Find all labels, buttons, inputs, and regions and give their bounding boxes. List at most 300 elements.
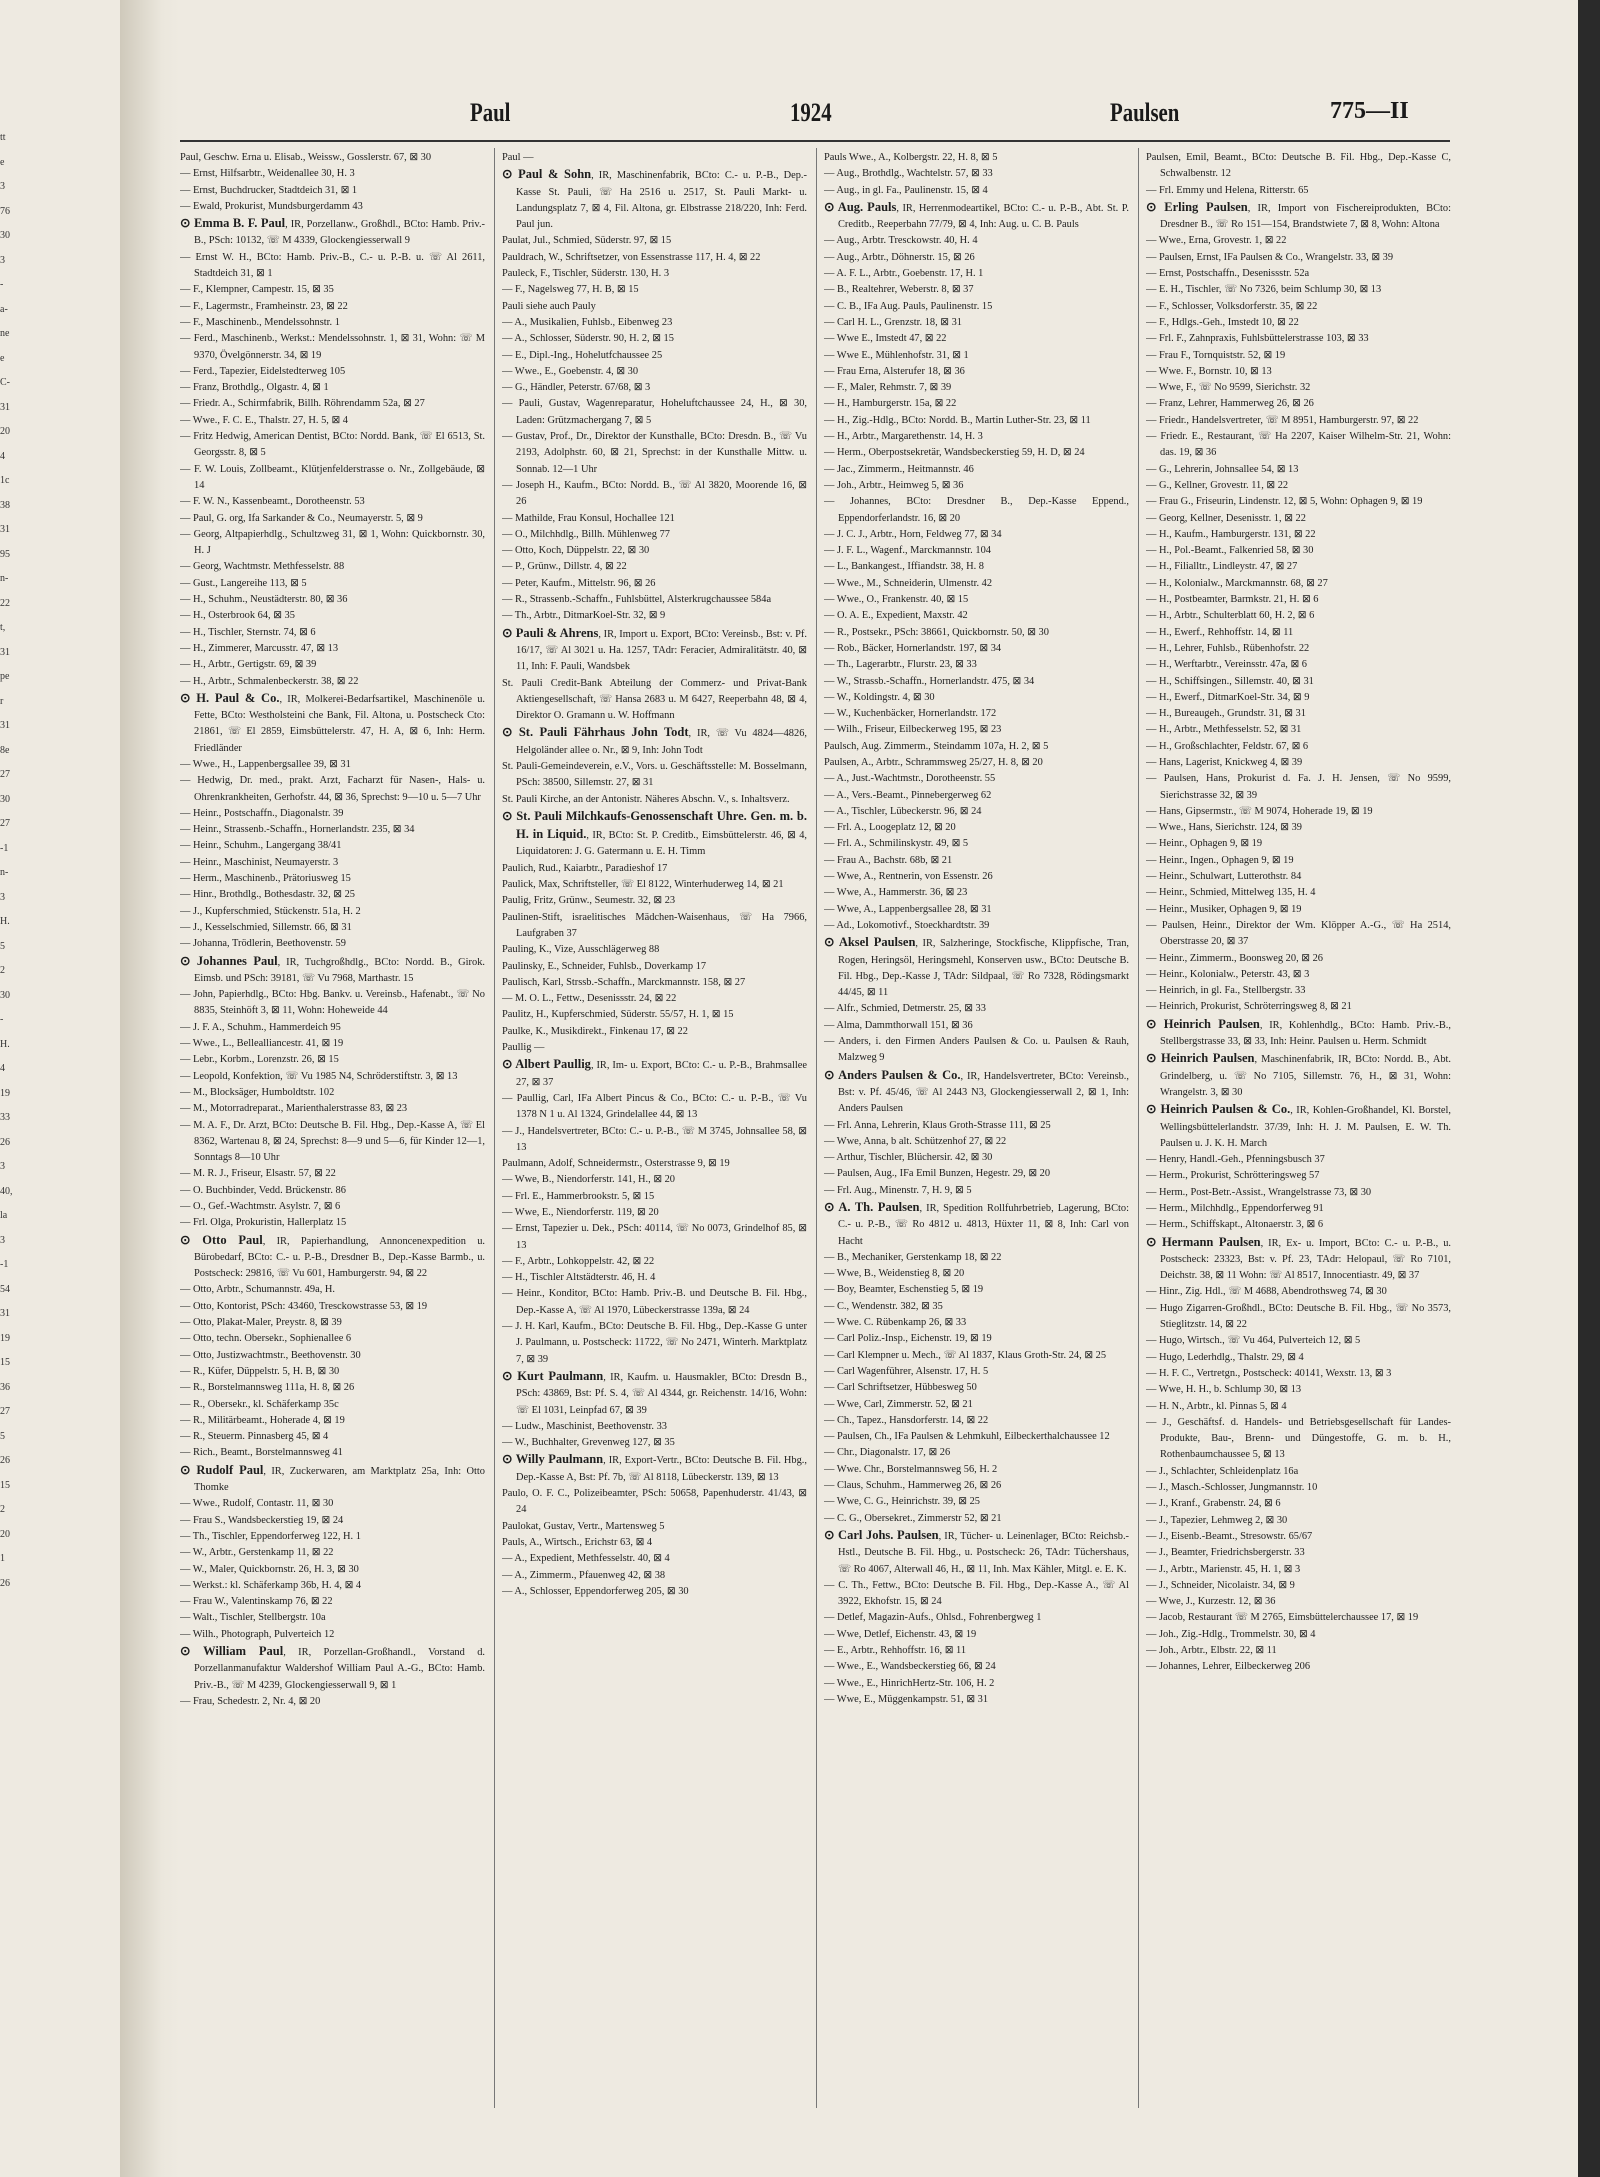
directory-entry: — C. B., IFa Aug. Pauls, Paulinenstr. 15 xyxy=(824,300,993,312)
directory-entry: — H., Tischler, Sternstr. 74, ⊠ 6 xyxy=(180,626,316,638)
directory-entry: — J., Eisenb.-Beamt., Stresowstr. 65/67 xyxy=(1146,1530,1313,1542)
directory-entry: — Wwe. Chr., Borstelmannsweg 56, H. 2 xyxy=(824,1463,998,1475)
directory-entry: — R., Strassenb.-Schaffn., Fuhlsbüttel, Alsterkrugchaussee 584a xyxy=(502,594,772,606)
directory-entry: ⊙ William Paul, IR, Porzellan-Großhandl., Vorstand d. Porzellanmanufaktur Waldershof William Paul A.-G., BCto: Hamb. Priv.-B., ☏ M 4239, Glockengiesserwall 9, ⊠ 1 xyxy=(180,1644,485,1691)
directory-entry: — Ernst W. H., BCto: Hamb. Priv.-B., C.- u. P.-B. u. ☏ Al 2611, Stadtdeich 31, ⊠ 1 xyxy=(180,251,485,280)
directory-entry: ⊙ Willy Paulmann, IR, Export-Vertr., BCto: Deutsche B. Fil. Hbg., Dep.-Kasse A, Bst: Pf. 7b, ☏ Al 8118, Lübeckerstr. 139, ⊠ 13 xyxy=(502,1452,807,1483)
directory-column-3 xyxy=(824,150,1129,2110)
directory-entry: — Frl. E., Hammerbrookstr. 5, ⊠ 15 xyxy=(502,1190,655,1202)
directory-entry: — J., Masch.-Schlosser, Jungmannstr. 10 xyxy=(1146,1482,1318,1494)
directory-entry: — Wwe. F., Bornstr. 10, ⊠ 13 xyxy=(1146,365,1272,377)
directory-entry: — Heinr., Musiker, Ophagen 9, ⊠ 19 xyxy=(1146,903,1302,915)
directory-entry: — Joseph H., Kaufm., BCto: Nordd. B., ☏ Al 3820, Moorende 16, ⊠ 26 xyxy=(502,479,807,508)
directory-entry: — Ch., Tapez., Hansdorferstr. 14, ⊠ 22 xyxy=(824,1414,989,1426)
directory-entry: — Frau, Schedestr. 2, Nr. 4, ⊠ 20 xyxy=(180,1695,321,1707)
directory-entry: — Wwe., Erna, Grovestr. 1, ⊠ 22 xyxy=(1146,235,1287,247)
directory-entry: — G., Lehrerin, Johnsallee 54, ⊠ 13 xyxy=(1146,463,1299,475)
directory-entry: — Hinr., Brothdlg., Bothesdastr. 32, ⊠ 25 xyxy=(180,889,355,901)
directory-entry: — Wilh., Photograph, Pulverteich 12 xyxy=(180,1628,335,1640)
directory-entry: — H., Lehrer, Fuhlsb., Rübenhofstr. 22 xyxy=(1146,642,1310,654)
directory-entry: ⊙ A. Th. Paulsen, IR, Spedition Rollfuhrbetrieb, Lagerung, BCto: C.- u. P.-B., ☏ Ro 4812 u. 4813, Hüxter 11, ⊠ 8, Inh: Carl von Hacht xyxy=(824,1200,1129,1247)
directory-entry: — F., Schlosser, Volksdorferstr. 35, ⊠ 22 xyxy=(1146,300,1318,312)
directory-entry: ⊙ Pauli & Ahrens, IR, Import u. Export, BCto: Vereinsb., Bst: v. Pf. 16/17, ☏ Al 3021 u. Ha. 1257, TAdr: Feracier, Admiralitätstr. 40, ⊠ 11, Inh: F. Pauli, Wandsbek xyxy=(502,625,807,673)
directory-entry: — Ad., Lokomotivf., Stoeckhardtstr. 39 xyxy=(824,919,990,931)
directory-entry: — A., Expedient, Methfesselstr. 40, ⊠ 4 xyxy=(502,1553,670,1565)
directory-entry: — H., Kolonialw., Marckmannstr. 68, ⊠ 27 xyxy=(1146,577,1328,589)
margin-fragment: 3 xyxy=(0,1161,5,1172)
directory-entry: — Wwe., E., Goebenstr. 4, ⊠ 30 xyxy=(502,365,639,377)
directory-entry: — Joh., Arbtr., Elbstr. 22, ⊠ 11 xyxy=(1146,1645,1277,1657)
directory-entry: — H., Zimmerer, Marcusstr. 47, ⊠ 13 xyxy=(180,642,339,654)
margin-fragment: 30 xyxy=(0,230,10,241)
directory-entry: — Hedwig, Dr. med., prakt. Arzt, Facharzt für Nasen-, Hals- u. Ohrenkrankheiten, Gerhofstr. 44, ⊠ 36, Sprechst: 9—10 u. 5—7 Uhr xyxy=(180,775,485,803)
directory-column-1 xyxy=(180,150,485,2110)
directory-entry: ⊙ Paul & Sohn, IR, Maschinenfabrik, BCto: C.- u. P.-B., Dep.-Kasse St. Pauli, ☏ Ha 2516 u. 2517, St. Pauli Markt- u. Landungsplatz 7, ⊠ 4, Fil. Altona, gr. Elbstrasse 218/220, Inh: Ferd. Paul jun. xyxy=(502,167,807,231)
directory-entry: — Detlef, Magazin-Aufs., Ohlsd., Fohrenbergweg 1 xyxy=(824,1612,1042,1624)
directory-entry: — H., Arbtr., Margarethenstr. 14, H. 3 xyxy=(824,431,983,443)
directory-entry: — G., Händler, Peterstr. 67/68, ⊠ 3 xyxy=(502,382,651,394)
directory-entry: — H., Ewerf., Rehhoffstr. 14, ⊠ 11 xyxy=(1146,626,1294,638)
directory-entry: Paulsen, A., Arbtr., Schrammsweg 25/27, H. 8, ⊠ 20 xyxy=(824,756,1043,768)
directory-entry: — H., Ewerf., DitmarKoel-Str. 34, ⊠ 9 xyxy=(1146,691,1310,703)
directory-entry: — M. A. F., Dr. Arzt, BCto: Deutsche B. Fil. Hbg., Dep.-Kasse A, ☏ El 8362, Wartenau 8, ⊠ 24, Sprechst: 8—9 und 5—6, für Kinder 12—1, Sonntags 8—10 Uhr xyxy=(180,1119,485,1164)
directory-entry: — H. F. C., Vertretgn., Postscheck: 40141, Wexstr. 13, ⊠ 3 xyxy=(1146,1367,1392,1379)
directory-entry: — G., Kellner, Grovestr. 11, ⊠ 22 xyxy=(1146,479,1289,491)
directory-entry: — J., Schneider, Nicolaistr. 34, ⊠ 9 xyxy=(1146,1579,1295,1591)
directory-entry: Paulke, K., Musikdirekt., Finkenau 17, ⊠ 22 xyxy=(502,1025,688,1037)
directory-entry: — Wwe, Anna, b alt. Schützenhof 27, ⊠ 22 xyxy=(824,1135,1007,1147)
directory-entry: — M., Motorradreparat., Marienthalerstrasse 83, ⊠ 23 xyxy=(180,1103,408,1115)
page-header xyxy=(180,98,1450,138)
margin-fragment: 20 xyxy=(0,426,10,437)
directory-entry: — Arthur, Tischler, Blüchersir. 42, ⊠ 30 xyxy=(824,1152,993,1164)
directory-entry: — Wwe, B., Niendorferstr. 141, H., ⊠ 20 xyxy=(502,1174,676,1186)
directory-entry: — Herm., Oberpostsekretär, Wandsbeckerstieg 59, H. D, ⊠ 24 xyxy=(824,447,1085,459)
margin-fragment: 5 xyxy=(0,1430,5,1442)
header-right-keyword: Paulsen xyxy=(1110,98,1180,127)
directory-entry: — Friedr. E., Restaurant, ☏ Ha 2207, Kaiser Wilhelm-Str. 21, Wohn: das. 19, ⊠ 36 xyxy=(1146,431,1451,459)
margin-fragment: 31 xyxy=(0,401,10,413)
directory-entry: ⊙ Hermann Paulsen, IR, Ex- u. Import, BCto: C.- u. P.-B., u. Postscheck: 23323, Bst: v. Pf. 23, TAdr: Helopaul, ☏ Ro 7101, Deichstr. 38, ⊠ 11 Wohn: ☏ Al 8517, Innocentiastr. 49, ⊠ 37 xyxy=(1146,1234,1451,1282)
margin-fragment: tt xyxy=(0,132,6,143)
directory-entry: Paulitz, H., Kupferschmied, Süderstr. 55/57, H. 1, ⊠ 15 xyxy=(502,1009,734,1021)
directory-entry: — A., Musikalien, Fuhlsb., Eibenweg 23 xyxy=(502,316,673,328)
directory-entry: — Johannes, Lehrer, Eilbeckerweg 206 xyxy=(1146,1661,1311,1673)
directory-entry: ⊙ St. Pauli Fährhaus John Todt, IR, ☏ Vu 4824—4826, Helgoländer allee o. Nr., ⊠ 9, Inh: John Todt xyxy=(502,725,807,756)
directory-entry: — Herm., Prokurist, Schrötteringsweg 57 xyxy=(1146,1170,1320,1182)
margin-fragment: 30 xyxy=(0,793,10,805)
directory-entry: — H., Werftarbtr., Vereinsstr. 47a, ⊠ 6 xyxy=(1146,659,1308,671)
directory-entry: Pauling, K., Vize, Ausschlägerweg 88 xyxy=(502,944,660,956)
directory-entry: — Werkst.: kl. Schäferkamp 36b, H. 4, ⊠ 4 xyxy=(180,1579,362,1591)
margin-fragment: n- xyxy=(0,867,9,878)
directory-entry: — Wwe, A., Rentnerin, von Essenstr. 26 xyxy=(824,871,993,883)
directory-entry: — Heinr., Schmied, Mittelweg 135, H. 4 xyxy=(1146,887,1316,899)
directory-entry: — Peter, Kaufm., Mittelstr. 96, ⊠ 26 xyxy=(502,577,656,589)
directory-entry: — Ernst, Tapezier u. Dek., PSch: 40114, ☏ No 0073, Grindelhof 85, ⊠ 13 xyxy=(502,1223,807,1251)
margin-fragment: e xyxy=(0,156,5,168)
directory-entry: ⊙ Carl Johs. Paulsen, IR, Tücher- u. Leinenlager, BCto: Reichsb.-Hstl., Deutsche B. Fil. Hbg., u. Postscheck: 26, TAdr: Tüchershaus, ☏ Ro 4067, Alterwall 46, H., ⊠ 11, Inh. Max Kähler, Mitgl. e. E. K. xyxy=(824,1527,1129,1575)
directory-entry: — Mathilde, Frau Konsul, Hochallee 121 xyxy=(502,512,675,524)
directory-columns xyxy=(180,150,1450,2110)
directory-entry: Paulmann, Adolf, Schneidermstr., Osterstrasse 9, ⊠ 19 xyxy=(502,1158,730,1170)
margin-fragment: 1c xyxy=(0,475,10,486)
directory-entry: — Ernst, Buchdrucker, Stadtdeich 31, ⊠ 1 xyxy=(180,184,358,196)
directory-entry: ⊙ Heinrich Paulsen & Co., IR, Kohlen-Großhandel, Kl. Borstel, Wellingsbüttelerlandstr. 37/39, Inh: H. J. M. Paulsen, E. W. Th. Paulsen u. J. K. H. March xyxy=(1146,1102,1451,1149)
margin-fragment: 38 xyxy=(0,499,10,511)
directory-entry: — Paulsen, Hans, Prokurist d. Fa. J. H. Jensen, ☏ No 9599, Sierichstrasse 32, ⊠ 39 xyxy=(1146,773,1451,801)
directory-entry: — Ferd., Tapezier, Eidelstedterweg 105 xyxy=(180,365,346,377)
directory-entry: — Herm., Post-Betr.-Assist., Wrangelstrasse 73, ⊠ 30 xyxy=(1146,1186,1372,1198)
margin-fragment: 15 xyxy=(0,1479,10,1491)
directory-entry: — Frl. Emmy und Helena, Ritterstr. 65 xyxy=(1146,184,1309,196)
directory-entry: St. Pauli-Gemeindeverein, e.V., Vors. u. Geschäftsstelle: M. Bosselmann, PSch: 38500, Sillemstr. 27, ⊠ 31 xyxy=(502,760,807,789)
header-left-keyword: Paul xyxy=(470,98,511,127)
directory-entry: — Johanna, Trödlerin, Beethovenstr. 59 xyxy=(180,938,346,950)
margin-fragment: e xyxy=(0,352,5,364)
directory-entry: — Wwe., E., HinrichHertz-Str. 106, H. 2 xyxy=(824,1677,995,1689)
directory-entry: — Wwe., H., Lappenbergsallee 39, ⊠ 31 xyxy=(180,758,351,770)
directory-entry: — Paulsen, Aug., IFa Emil Bunzen, Hegestr. 29, ⊠ 20 xyxy=(824,1168,1051,1180)
directory-entry: — Carl Poliz.-Insp., Eichenstr. 19, ⊠ 19 xyxy=(824,1333,992,1345)
directory-column-2 xyxy=(502,150,807,2110)
directory-entry: — O., Gef.-Wachtmstr. Asylstr. 7, ⊠ 6 xyxy=(180,1201,341,1212)
directory-entry: — Aug., Arbtr., Döhnerstr. 15, ⊠ 26 xyxy=(824,251,975,263)
directory-entry: — Walt., Tischler, Stellbergstr. 10a xyxy=(180,1612,326,1624)
directory-entry: — Frau S., Wandsbeckerstieg 19, ⊠ 24 xyxy=(180,1514,344,1526)
directory-entry: — Paul, G. org, Ifa Sarkander & Co., Neumayerstr. 5, ⊠ 9 xyxy=(180,512,423,524)
directory-entry: — Alfr., Schmied, Detmerstr. 25, ⊠ 33 xyxy=(824,1003,986,1015)
margin-fragment: 31 xyxy=(0,720,10,731)
directory-entry: — O. A. E., Expedient, Maxstr. 42 xyxy=(824,610,968,622)
directory-entry: — Frl. Olga, Prokuristin, Hallerplatz 15 xyxy=(180,1217,347,1229)
directory-entry: — Ferd., Maschinenb., Werkst.: Mendelssohnstr. 1, ⊠ 31, Wohn: ☏ M 9370, Övelgönnerstr. 34, ⊠ 19 xyxy=(180,333,485,361)
directory-entry: — Pauli, Gustav, Wagenreparatur, Hoheluftchaussee 24, H., ⊠ 30, Laden: Grützmachergang 7, ⊠ 5 xyxy=(502,398,807,426)
directory-entry: — Wwe, E., Niendorferstr. 119, ⊠ 20 xyxy=(502,1207,659,1218)
directory-entry: — Carl Schriftsetzer, Hübbesweg 50 xyxy=(824,1382,977,1394)
directory-entry: ⊙ Kurt Paulmann, IR, Kaufm. u. Hausmakler, BCto: Dresdn B., PSch: 43869, Bst: Pf. S. 4, ☏ Al 4344, gr. Reichenstr. 14/16, Wohn: ☏ El 1031, Leinpfad 67, ⊠ 39 xyxy=(502,1368,807,1416)
directory-entry: — Carl H. L., Grenzstr. 18, ⊠ 31 xyxy=(824,316,962,328)
margin-fragment: 76 xyxy=(0,205,10,217)
directory-entry: — F. W. Louis, Zollbeamt., Klütjenfelderstrasse o. Nr., Zollgebäude, ⊠ 14 xyxy=(180,463,485,491)
margin-fragment: 3 xyxy=(0,891,5,903)
directory-entry: — Ernst, Postschaffn., Desenissstr. 52a xyxy=(1146,268,1310,280)
margin-fragment: 40, xyxy=(0,1185,13,1197)
directory-entry: — Franz, Lehrer, Hammerweg 26, ⊠ 26 xyxy=(1146,398,1314,410)
directory-entry: — L., Bankangest., Iffiandstr. 38, H. 8 xyxy=(824,561,984,573)
directory-entry: — Frau Erna, Alsterufer 18, ⊠ 36 xyxy=(824,365,965,377)
directory-entry: — Wwe, Detlef, Eichenstr. 43, ⊠ 19 xyxy=(824,1628,977,1640)
margin-fragment: 27 xyxy=(0,769,10,780)
margin-fragment: - xyxy=(0,279,4,290)
directory-entry: — J., Handelsvertreter, BCto: C.- u. P.-B., ☏ M 3745, Johnsallee 58, ⊠ 13 xyxy=(502,1125,807,1153)
directory-entry: — H., Arbtr., Methfesselstr. 52, ⊠ 31 xyxy=(1146,724,1302,736)
directory-entry: — F., Maler, Rehmstr. 7, ⊠ 39 xyxy=(824,382,952,394)
margin-fragment: - xyxy=(0,1014,4,1025)
directory-entry: — R., Obersekr., kl. Schäferkamp 35c xyxy=(180,1398,339,1410)
directory-entry: — M. R. J., Friseur, Elsastr. 57, ⊠ 22 xyxy=(180,1168,336,1180)
margin-fragment: 3 xyxy=(0,1234,5,1246)
directory-entry: — Herm., Milchhdlg., Eppendorferweg 91 xyxy=(1146,1203,1324,1214)
directory-entry: — H., Arbtr., Schmalenbeckerstr. 38, ⊠ 22 xyxy=(180,675,359,687)
directory-entry: — Chr., Diagonalstr. 17, ⊠ 26 xyxy=(824,1447,951,1459)
directory-entry: — H., Arbtr., Schulterblatt 60, H. 2, ⊠ 6 xyxy=(1146,610,1315,622)
directory-entry: ⊙ Aksel Paulsen, IR, Salzheringe, Stockfische, Klippfische, Tran, Rogen, Heringsöl, Heringsmehl, Konserven usw., BCto: Deutsche B. Fil. Hbg., Dep.-Kasse J, TAdr: Sildpaal, ☏ Ro 7328, Rödingsmarkt 44/45, ⊠ 11 xyxy=(824,935,1129,999)
margin-fragment: r xyxy=(0,695,4,707)
directory-entry: — Frl. A., Schmilinskystr. 49, ⊠ 5 xyxy=(824,838,969,850)
header-rule xyxy=(180,140,1450,142)
directory-entry: — F. W. N., Kassenbeamt., Dorotheenstr. 53 xyxy=(180,496,365,508)
directory-column-4 xyxy=(1146,150,1451,2110)
directory-entry: — H., Schuhm., Neustädterstr. 80, ⊠ 36 xyxy=(180,594,348,606)
margin-fragment: 30 xyxy=(0,989,10,1001)
directory-entry: — Wwe, F., ☏ No 9599, Sierichstr. 32 xyxy=(1146,382,1311,394)
directory-entry: — Aug., Brothdlg., Wachtelstr. 57, ⊠ 33 xyxy=(824,168,993,180)
directory-entry: Paulo, O. F. C., Polizeibeamter, PSch: 50658, Papenhuderstr. 41/43, ⊠ 24 xyxy=(502,1488,807,1516)
directory-entry: — J. H. Karl, Kaufm., BCto: Deutsche B. Fil. Hbg., Dep.-Kasse G unter J. Paulmann, u. Postscheck: 11722, ☏ No 2471, Winterh. Marktplatz 7, ⊠ 39 xyxy=(502,1321,807,1365)
directory-entry: — Paulsen, Heinr., Direktor der Wm. Klöpper A.-G., ☏ Ha 2514, Oberstrasse 20, ⊠ 37 xyxy=(1146,919,1451,948)
header-year: 1924 xyxy=(790,98,832,127)
margin-fragment: ne xyxy=(0,328,10,339)
directory-entry: — Paulsen, Ernst, IFa Paulsen & Co., Wrangelstr. 33, ⊠ 39 xyxy=(1146,251,1394,263)
directory-entry: — H., Filialltr., Lindleystr. 47, ⊠ 27 xyxy=(1146,561,1298,573)
directory-entry: — Heinr., Zimmerm., Boonsweg 20, ⊠ 26 xyxy=(1146,952,1323,964)
directory-entry: — J., Geschäftsf. d. Handels- und Betriebsgesellschaft für Landes-Produkte, Bau-, Brenn- und Düngestoffe, G. m. b. H., Rothenbaumchaussee 5, ⊠ 13 xyxy=(1146,1416,1451,1461)
directory-entry: — Wwe., M., Schneiderin, Ulmenstr. 42 xyxy=(824,577,993,589)
margin-fragment: 26 xyxy=(0,1577,10,1589)
directory-entry: — Hugo, Lederhdlg., Thalstr. 29, ⊠ 4 xyxy=(1146,1351,1304,1363)
directory-entry: — C. Th., Fettw., BCto: Deutsche B. Fil. Hbg., Dep.-Kasse A., ☏ Al 3922, Ekhofstr. 15, ⊠ 24 xyxy=(824,1579,1129,1608)
directory-entry: Paulick, Max, Schriftsteller, ☏ El 8122, Winterhuderweg 14, ⊠ 21 xyxy=(502,879,784,891)
directory-entry: Paulinsky, E., Schneider, Fuhlsb., Doverkamp 17 xyxy=(502,960,707,972)
directory-entry: — Franz, Brothdlg., Olgastr. 4, ⊠ 1 xyxy=(180,382,329,394)
directory-entry: — Ludw., Maschinist, Beethovenstr. 33 xyxy=(502,1420,667,1432)
directory-entry: — Th., Lagerarbtr., Flurstr. 23, ⊠ 33 xyxy=(824,659,977,671)
directory-entry: — John, Papierhdlg., BCto: Hbg. Bankv. u. Vereinsb., Hafenabt., ☏ No 8835, Steinhöft 3, ⊠ 11, Wohn: Hoheweide 44 xyxy=(180,989,485,1017)
directory-entry: — Jac., Zimmerm., Heitmannstr. 46 xyxy=(824,463,974,475)
directory-entry: — Wwe., O., Frankenstr. 40, ⊠ 15 xyxy=(824,594,969,606)
directory-entry: — Otto, Justizwachtmstr., Beethovenstr. 30 xyxy=(180,1349,361,1361)
directory-entry: — Th., Tischler, Eppendorferweg 122, H. 1 xyxy=(180,1530,361,1542)
directory-entry: — Jacob, Restaurant ☏ M 2765, Eimsbüttelerchaussee 17, ⊠ 19 xyxy=(1146,1612,1419,1624)
directory-entry: — Herm., Maschinenb., Prätoriusweg 15 xyxy=(180,873,351,885)
directory-entry: — Wwe., F. C. E., Thalstr. 27, H. 5, ⊠ 4 xyxy=(180,414,348,426)
directory-entry: — J., Kesselschmied, Sillemstr. 66, ⊠ 31 xyxy=(180,921,352,933)
directory-entry: ⊙ Rudolf Paul, IR, Zuckerwaren, am Marktplatz 25a, Inh: Otto Thomke xyxy=(180,1462,485,1494)
directory-entry: — Wilh., Friseur, Eilbeckerweg 195, ⊠ 23 xyxy=(824,724,1002,736)
directory-entry: — M. O. L., Fettw., Desenissstr. 24, ⊠ 22 xyxy=(502,993,677,1005)
directory-entry: — Boy, Beamter, Eschenstieg 5, ⊠ 19 xyxy=(824,1284,984,1296)
directory-entry: — Wwe, H. H., b. Schlump 30, ⊠ 13 xyxy=(1146,1384,1302,1396)
directory-entry: — H., Hamburgerstr. 15a, ⊠ 22 xyxy=(824,398,957,410)
directory-entry: — Wwe., Hans, Sierichstr. 124, ⊠ 39 xyxy=(1146,822,1302,834)
margin-fragment: 15 xyxy=(0,1357,10,1368)
directory-entry: — Wwe E., Imstedt 47, ⊠ 22 xyxy=(824,333,947,345)
directory-entry: — J., Tapezier, Lehmweg 2, ⊠ 30 xyxy=(1146,1514,1288,1526)
margin-fragment: t, xyxy=(0,622,6,633)
directory-entry: — Rob., Bäcker, Hornerlandstr. 197, ⊠ 34 xyxy=(824,642,1002,654)
directory-entry: — H., Zig.-Hdlg., BCto: Nordd. B., Martin Luther-Str. 23, ⊠ 11 xyxy=(824,414,1091,426)
directory-entry: — W., Arbtr., Gerstenkamp 11, ⊠ 22 xyxy=(180,1547,334,1559)
directory-entry: — Wwe., L., Bellealliancestr. 41, ⊠ 19 xyxy=(180,1038,344,1050)
directory-entry: — Friedr., Handelsvertreter, ☏ M 8951, Hamburgerstr. 97, ⊠ 22 xyxy=(1146,414,1419,426)
directory-entry: — J. F. A., Schuhm., Hammerdeich 95 xyxy=(180,1021,341,1033)
directory-entry: — Joh., Arbtr., Heimweg 5, ⊠ 36 xyxy=(824,479,964,491)
directory-entry: — Heinr., Konditor, BCto: Hamb. Priv.-B. und Deutsche B. Fil. Hbg., Dep.-Kasse A, ☏ Al 1970, Lübeckerstrasse 139a, ⊠ 24 xyxy=(502,1288,807,1316)
directory-entry: — Hans, Gipsermstr., ☏ M 9074, Hoherade 19, ⊠ 19 xyxy=(1146,805,1373,817)
directory-entry: — Aug., in gl. Fa., Paulinenstr. 15, ⊠ 4 xyxy=(824,184,988,196)
directory-entry: — E., Dipl.-Ing., Hohelutfchaussee 25 xyxy=(502,349,663,361)
directory-entry: — W., Strassb.-Schaffn., Hornerlandstr. 475, ⊠ 34 xyxy=(824,675,1035,687)
directory-entry: — Fritz Hedwig, American Dentist, BCto: Nordd. Bank, ☏ El 6513, St. Georgsstr. 8, ⊠ 5 xyxy=(180,431,485,459)
directory-entry: — Frau A., Bachstr. 68b, ⊠ 21 xyxy=(824,854,953,866)
margin-fragment: C- xyxy=(0,377,10,388)
directory-entry: — H., Arbtr., Gertigstr. 69, ⊠ 39 xyxy=(180,659,317,671)
directory-entry: — J., Kranf., Grabenstr. 24, ⊠ 6 xyxy=(1146,1498,1281,1510)
directory-entry: — Wwe, A., Hammerstr. 36, ⊠ 23 xyxy=(824,887,968,899)
directory-entry: — H. N., Arbtr., kl. Pinnas 5, ⊠ 4 xyxy=(1146,1400,1287,1412)
directory-entry: Paul — xyxy=(502,152,534,163)
directory-entry: ⊙ Aug. Pauls, IR, Herrenmodeartikel, BCto: C.- u. P.-B., Abt. St. P. Creditb., Reeperbahn 77/79, ⊠ 4, Inh: Aug. u. C. B. Pauls xyxy=(824,199,1129,231)
directory-entry: — Gustav, Prof., Dr., Direktor der Kunsthalle, BCto: Dresdn. B., ☏ Vu 2193, Adolphstr. 60, ⊠ 21, Sprechst: in der Kunsthalle Mittw. u. Sonnab. 12—1 Uhr xyxy=(502,431,807,475)
directory-entry: Pauls Wwe., A., Kolbergstr. 22, H. 8, ⊠ 5 xyxy=(824,152,998,163)
directory-entry: ⊙ Heinrich Paulsen, Maschinenfabrik, IR, BCto: Nordd. B., Abt. Grindelberg, u. ☏ No 7105, Sillemstr. 76, H., ⊠ 31, Wohn: Wrangelstr. 3, ⊠ 30 xyxy=(1146,1051,1451,1098)
directory-entry: — A., Schlosser, Süderstr. 90, H. 2, ⊠ 15 xyxy=(502,333,674,345)
directory-entry: — Carl Wagenführer, Alsenstr. 17, H. 5 xyxy=(824,1365,989,1377)
previous-page-margin xyxy=(0,130,24,2177)
directory-entry: — J., Beamter, Friedrichsbergerstr. 33 xyxy=(1146,1547,1305,1559)
margin-fragment: 31 xyxy=(0,524,10,535)
margin-fragment: 95 xyxy=(0,548,10,560)
margin-fragment: n- xyxy=(0,573,9,584)
directory-entry: — R., Borstelmannsweg 111a, H. 8, ⊠ 26 xyxy=(180,1382,355,1394)
directory-entry: — H., Schiffsingen., Sillemstr. 40, ⊠ 31 xyxy=(1146,675,1314,687)
directory-entry: — A. F. L., Arbtr., Goebenstr. 17, H. 1 xyxy=(824,268,984,280)
directory-entry: ⊙ Albert Paullig, IR, Im- u. Export, BCto: C.- u. P.-B., Brahmsallee 27, ⊠ 37 xyxy=(502,1057,807,1088)
directory-entry: — F., Arbtr., Lohkoppelstr. 42, ⊠ 22 xyxy=(502,1255,655,1267)
directory-entry: — Heinr., Ophagen 9, ⊠ 19 xyxy=(1146,838,1263,850)
directory-entry: — Heinr., Postschaffn., Diagonalstr. 39 xyxy=(180,807,344,819)
directory-entry: — Rich., Beamt., Borstelmannsweg 41 xyxy=(180,1447,343,1459)
directory-entry: — R., Küfer, Düppelstr. 5, H. B, ⊠ 30 xyxy=(180,1365,340,1377)
directory-entry: — H., Großschlachter, Feldstr. 67, ⊠ 6 xyxy=(1146,740,1309,752)
directory-entry: — O. Buchbinder, Vedd. Brückenstr. 86 xyxy=(180,1184,346,1196)
directory-entry: — F., Klempner, Campestr. 15, ⊠ 35 xyxy=(180,284,334,296)
directory-entry: — Frau F., Tornquiststr. 52, ⊠ 19 xyxy=(1146,349,1286,361)
directory-entry: — Leopold, Konfektion, ☏ Vu 1985 N4, Schröderstiftstr. 3, ⊠ 13 xyxy=(180,1070,458,1082)
directory-entry: ⊙ Heinrich Paulsen, IR, Kohlenhdlg., BCto: Hamb. Priv.-B., Stellbergstrasse 33, ⊠ 33, Inh: Heinr. Paulsen u. Herm. Schmidt xyxy=(1146,1016,1451,1048)
directory-entry: — W., Maler, Quickbornstr. 26, H. 3, ⊠ 30 xyxy=(180,1563,359,1575)
directory-entry: — Aug., Arbtr. Tresckowstr. 40, H. 4 xyxy=(824,235,978,247)
margin-fragment: 3 xyxy=(0,181,5,192)
directory-entry: — Wwe, Carl, Zimmerstr. 52, ⊠ 21 xyxy=(824,1398,973,1410)
directory-entry: Paulsen, Emil, Beamt., BCto: Deutsche B. Fil. Hbg., Dep.-Kasse C, Schwalbenstr. 12 xyxy=(1146,152,1451,180)
header-page-number: 775—II xyxy=(1330,98,1409,124)
directory-entry: — Ernst, Hilfsarbtr., Weidenallee 30, H. 3 xyxy=(180,168,355,180)
margin-fragment: la xyxy=(0,1210,8,1221)
margin-fragment: 1 xyxy=(0,1553,5,1564)
directory-entry: — Frl. Aug., Minenstr. 7, H. 9, ⊠ 5 xyxy=(824,1184,972,1196)
directory-entry: Paulinen-Stift, israelitisches Mädchen-Waisenhaus, ☏ Ha 7966, Laufgraben 37 xyxy=(502,911,807,939)
directory-entry: — H., Kaufm., Hamburgerstr. 131, ⊠ 22 xyxy=(1146,528,1316,540)
directory-entry: — F., Lagermstr., Framheinstr. 23, ⊠ 22 xyxy=(180,300,348,312)
margin-fragment: 5 xyxy=(0,940,5,952)
directory-entry: — Paullig, Carl, IFa Albert Pincus & Co., BCto: C.- u. P.-B., ☏ Vu 1378 N 1 u. Al 1324, Grindelallee 44, ⊠ 13 xyxy=(502,1092,807,1121)
directory-entry: — J. F. L., Wagenf., Marckmannstr. 104 xyxy=(824,545,991,557)
directory-entry: — B., Realtehrer, Weberstr. 8, ⊠ 37 xyxy=(824,284,974,296)
directory-entry: — B., Mechaniker, Gerstenkamp 18, ⊠ 22 xyxy=(824,1251,1002,1263)
directory-entry: — Wwe, J., Kurzestr. 12, ⊠ 36 xyxy=(1146,1596,1276,1608)
margin-fragment: 2 xyxy=(0,1504,5,1515)
directory-entry: — H., Bureaugeh., Grundstr. 31, ⊠ 31 xyxy=(1146,708,1306,720)
directory-entry: St. Pauli Credit-Bank Abteilung der Commerz- und Privat-Bank Aktiengesellschaft, ☏ Hansa 2683 u. M 6427, Reeperbahn 48, ⊠ 4, Direktor O. Gramann u. W. Hoffmann xyxy=(502,677,807,722)
directory-entry: — W., Koldingstr. 4, ⊠ 30 xyxy=(824,691,935,703)
directory-entry: — Wwe. C. Rübenkamp 26, ⊠ 33 xyxy=(824,1317,967,1329)
margin-fragment: 22 xyxy=(0,597,10,609)
directory-entry: — Joh., Zig.-Hdlg., Trommelstr. 30, ⊠ 4 xyxy=(1146,1628,1316,1640)
directory-entry: — Lebr., Korbm., Lorenzstr. 26, ⊠ 15 xyxy=(180,1054,339,1066)
directory-entry: Paulat, Jul., Schmied, Süderstr. 97, ⊠ 15 xyxy=(502,235,672,247)
directory-entry: — Friedr. A., Schirmfabrik, Billh. Röhrendamm 52a, ⊠ 27 xyxy=(180,398,425,410)
directory-entry: — Heinr., Schuhm., Langergang 38/41 xyxy=(180,840,342,852)
directory-entry: St. Pauli Kirche, an der Antonistr. Näheres Abschn. V., s. Inhaltsverz. xyxy=(502,793,790,805)
margin-fragment: 3 xyxy=(0,254,5,266)
margin-fragment: pe xyxy=(0,671,10,682)
directory-entry: — Wwe., E., Wandsbeckerstieg 66, ⊠ 24 xyxy=(824,1661,996,1673)
directory-entry: — Otto, Plakat-Maler, Preystr. 8, ⊠ 39 xyxy=(180,1317,342,1329)
directory-entry: — A., Zimmerm., Pfauenweg 42, ⊠ 38 xyxy=(502,1569,666,1581)
directory-entry: ⊙ Emma B. F. Paul, IR, Porzellanw., Großhdl., BCto: Hamb. Priv.-B., PSch: 10132, ☏ M 4339, Glockengiesserwall 9 xyxy=(180,216,485,247)
directory-entry: — Gust., Langereihe 113, ⊠ 5 xyxy=(180,577,307,589)
directory-entry: ⊙ H. Paul & Co., IR, Molkerei-Bedarfsartikel, Maschinenöle u. Fette, BCto: Westholsteini che Bank, Fil. Altona, u. Postscheck Cto: 21861, ☏ El 2859, Eimsbüttelerstr. 47, H. A, ⊠ 6, Inh: Herm. Friedländer xyxy=(180,690,485,754)
margin-fragment: H. xyxy=(0,916,10,927)
directory-entry: — R., Postsekr., PSch: 38661, Quickbornstr. 50, ⊠ 30 xyxy=(824,626,1049,638)
directory-entry: — Otto, techn. Obersekr., Sophienallee 6 xyxy=(180,1333,352,1345)
directory-entry: — Heinr., Maschinist, Neumayerstr. 3 xyxy=(180,856,339,868)
directory-entry: — Otto, Arbtr., Schumannstr. 49a, H. xyxy=(180,1284,335,1296)
directory-entry: Paullig — xyxy=(502,1042,545,1054)
margin-fragment: 4 xyxy=(0,450,5,462)
directory-entry: Pauleck, F., Tischler, Süderstr. 130, H. 3 xyxy=(502,268,670,280)
directory-entry: — Otto, Kontorist, PSch: 43460, Tresckowstrasse 53, ⊠ 19 xyxy=(180,1300,428,1312)
directory-entry: Paulig, Fritz, Grünw., Seumestr. 32, ⊠ 23 xyxy=(502,895,676,907)
directory-entry: — M., Blocksäger, Humboldtstr. 102 xyxy=(180,1086,335,1098)
margin-fragment: 27 xyxy=(0,818,10,829)
directory-entry: — Frl. F., Zahnpraxis, Fuhlsbüttelerstrasse 103, ⊠ 33 xyxy=(1146,333,1369,345)
directory-entry: — H., Pol.-Beamt., Falkenried 58, ⊠ 30 xyxy=(1146,545,1314,557)
directory-entry: — Frau W., Valentinskamp 76, ⊠ 22 xyxy=(180,1596,333,1608)
page-edge xyxy=(1578,0,1600,2177)
directory-entry: — F., Nagelsweg 77, H. B, ⊠ 15 xyxy=(502,284,639,296)
directory-entry: — H., Postbeamter, Barmkstr. 21, H. ⊠ 6 xyxy=(1146,594,1319,606)
directory-entry: — Georg, Kellner, Desenisstr. 1, ⊠ 22 xyxy=(1146,512,1306,524)
directory-entry: — Wwe, C. G., Heinrichstr. 39, ⊠ 25 xyxy=(824,1496,980,1508)
directory-entry: — Hugo Zigarren-Großhdl., BCto: Deutsche B. Fil. Hbg., ☏ No 3573, Stieglitzstr. 14, ⊠ 22 xyxy=(1146,1302,1451,1331)
directory-entry: — Henry, Handl.-Geh., Pfenningsbusch 37 xyxy=(1146,1154,1325,1166)
directory-entry: — Heinr., Ingen., Ophagen 9, ⊠ 19 xyxy=(1146,854,1294,866)
directory-entry: — Georg, Wachtmstr. Methfesselstr. 88 xyxy=(180,561,345,573)
directory-entry: — Th., Arbtr., DitmarKoel-Str. 32, ⊠ 9 xyxy=(502,610,666,622)
directory-entry: — Heinr., Strassenb.-Schaffn., Hornerlandstr. 235, ⊠ 34 xyxy=(180,824,415,836)
margin-fragment: 31 xyxy=(0,1308,10,1319)
directory-entry: — A., Tischler, Lübeckerstr. 96, ⊠ 24 xyxy=(824,805,982,817)
directory-entry: — F., Maschinenb., Mendelssohnstr. 1 xyxy=(180,316,340,328)
directory-entry: — Wwe., Rudolf, Contastr. 11, ⊠ 30 xyxy=(180,1498,334,1510)
margin-fragment: 36 xyxy=(0,1381,10,1393)
directory-entry: — Wwe, A., Lappenbergsallee 28, ⊠ 31 xyxy=(824,903,992,915)
directory-entry: — A., Just.-Wachtmstr., Dorotheenstr. 55 xyxy=(824,773,996,785)
directory-entry: — A., Schlosser, Eppendorferweg 205, ⊠ 30 xyxy=(502,1585,689,1597)
